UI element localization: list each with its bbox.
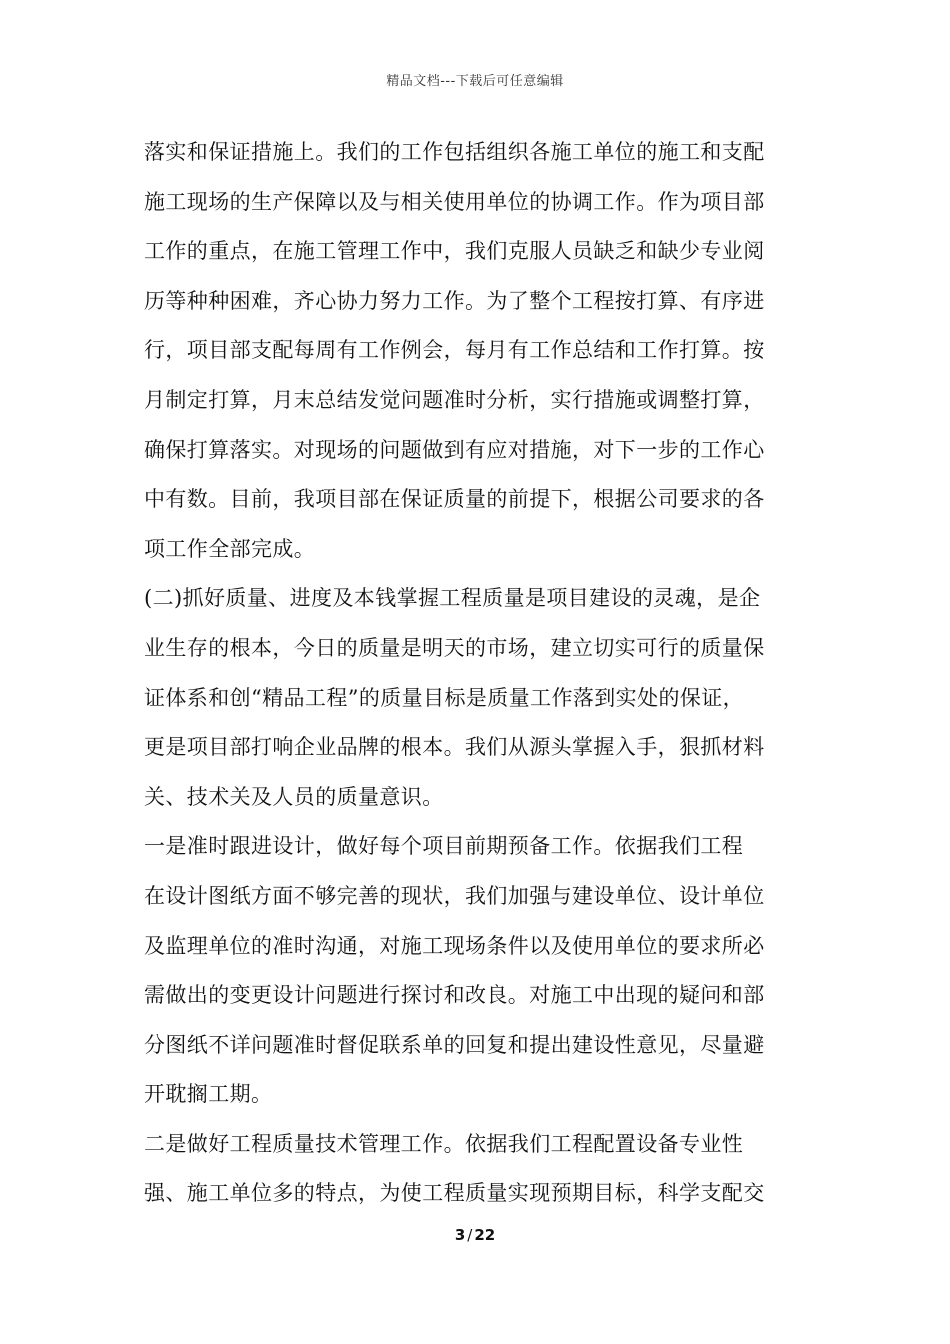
text-line: 强、施工单位多的特点，为使工程质量实现预期目标，科学支配交 xyxy=(144,1181,765,1206)
text-line: 一是准时跟进设计，做好每个项目前期预备工作。依据我们工程 xyxy=(144,834,744,859)
text-line: 行，项目部支配每周有工作例会，每月有工作总结和工作打算。按 xyxy=(144,338,765,363)
text-line: 关、技术关及人员的质量意识。 xyxy=(144,784,444,809)
text-line: 工作的重点，在施工管理工作中，我们克服人员缺乏和缺少专业阅 xyxy=(144,239,765,264)
text-line: 月制定打算，月末总结发觉问题准时分析，实行措施或调整打算， xyxy=(144,387,765,412)
paragraph-4 xyxy=(144,1120,804,1219)
text-line: 落实和保证措施上。我们的工作包括组织各施工单位的施工和支配 xyxy=(144,140,765,164)
text-line: 二是做好工程质量技术管理工作。依据我们工程配置设备专业性 xyxy=(144,1131,744,1156)
text-line: 业生存的根本，今日的质量是明天的市场，建立切实可行的质量保 xyxy=(144,635,765,660)
paragraph-3 xyxy=(144,822,804,1120)
page-separator: / xyxy=(467,1226,473,1244)
paragraph-1 xyxy=(144,128,804,574)
text-line: 在设计图纸方面不够完善的现状，我们加强与建设单位、设计单位 xyxy=(144,883,765,908)
document-body xyxy=(144,128,804,1219)
page-header: 精品文档---下载后可任意编辑 xyxy=(386,74,564,89)
text-line: 需做出的变更设计问题进行探讨和改良。对施工中出现的疑问和部 xyxy=(144,983,765,1008)
text-line: 分图纸不详问题准时督促联系单的回复和提出建设性意见，尽量避 xyxy=(144,1032,765,1057)
paragraph-2 xyxy=(144,574,804,822)
text-line: 施工现场的生产保障以及与相关使用单位的协调工作。作为项目部 xyxy=(144,189,765,214)
text-line: 确保打算落实。对现场的问题做到有应对措施，对下一步的工作心 xyxy=(144,437,765,462)
text-line: 项工作全部完成。 xyxy=(144,536,316,561)
text-line: (二)抓好质量、进度及本钱掌握工程质量是项目建设的灵魂，是企 xyxy=(144,586,761,611)
text-line: 历等种种困难，齐心协力努力工作。为了整个工程按打算、有序进 xyxy=(144,288,765,313)
text-line: 及监理单位的准时沟通，对施工现场条件以及使用单位的要求所必 xyxy=(144,933,765,958)
text-line: 证体系和创“精品工程”的质量目标是质量工作落到实处的保证， xyxy=(144,685,745,710)
page-number xyxy=(0,1226,950,1244)
current-page: 3 xyxy=(454,1226,466,1244)
text-line: 更是项目部打响企业品牌的根本。我们从源头掌握入手，狠抓材料 xyxy=(144,735,765,760)
text-line: 中有数。目前，我项目部在保证质量的前提下，根据公司要求的各 xyxy=(144,487,765,512)
total-pages: 22 xyxy=(474,1226,496,1244)
text-line: 开耽搁工期。 xyxy=(144,1082,273,1107)
